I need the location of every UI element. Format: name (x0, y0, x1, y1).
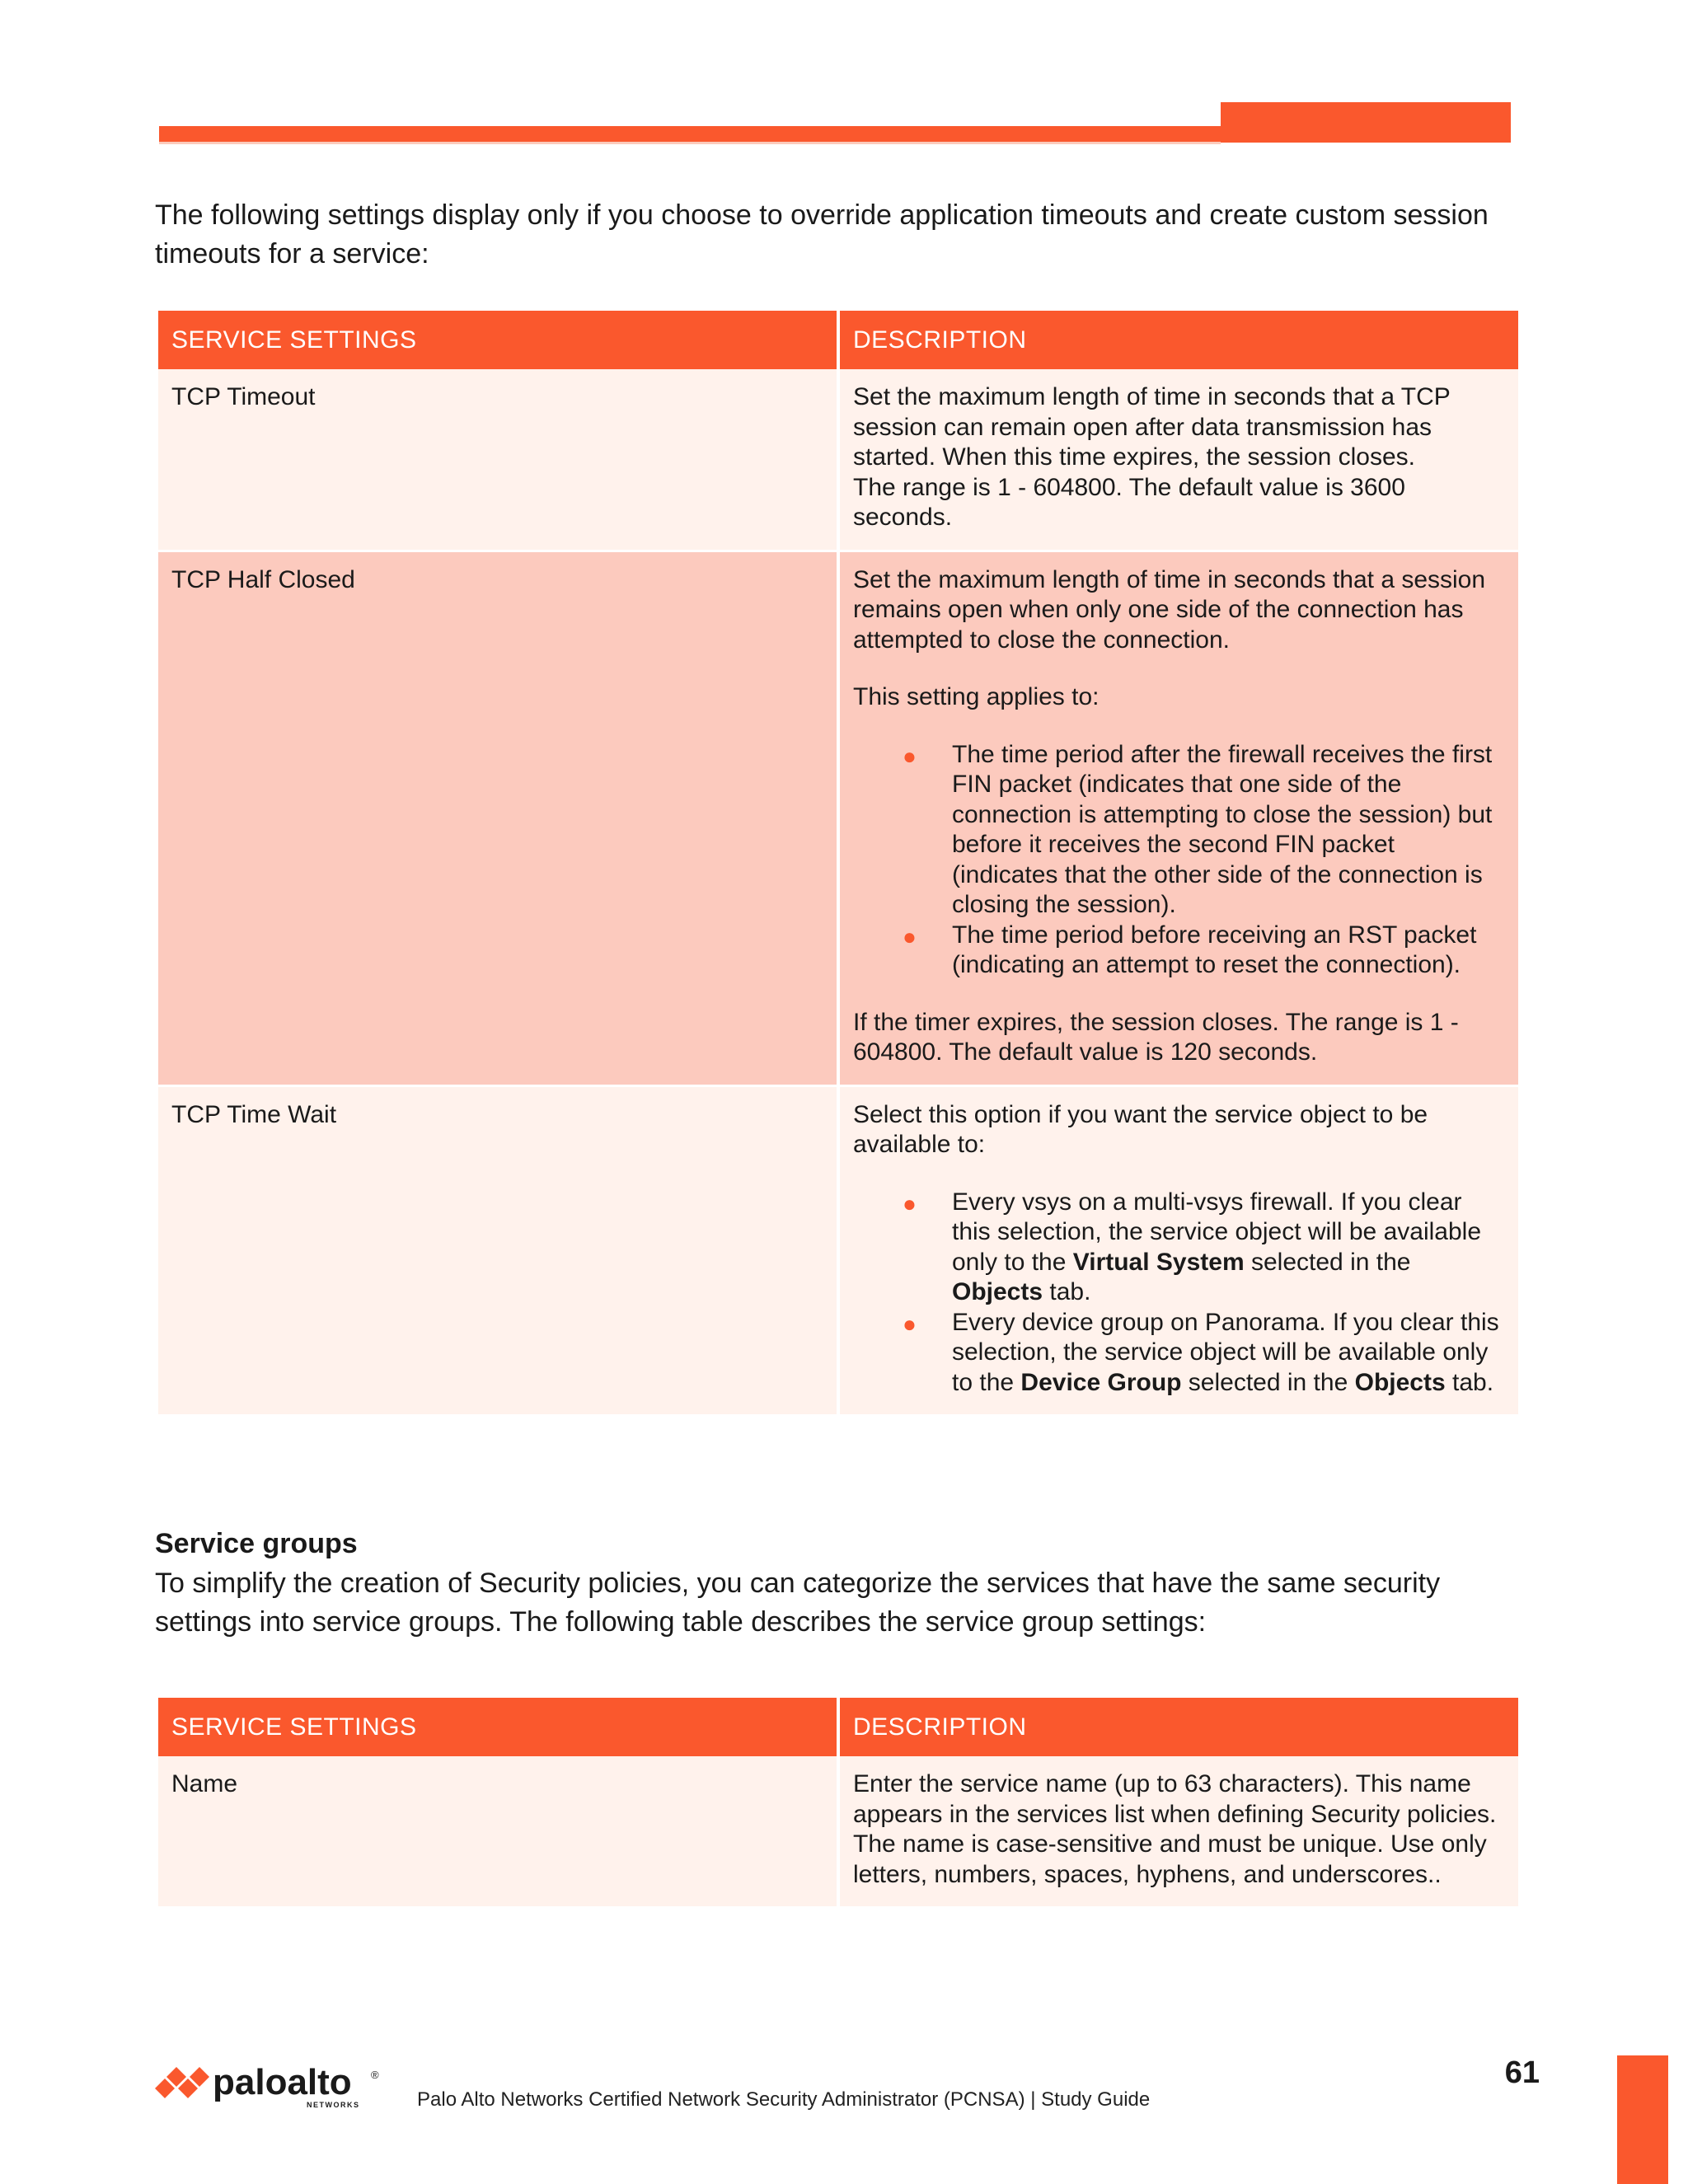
bold-term: Objects (952, 1278, 1043, 1305)
header-bar-shadow (159, 142, 1221, 144)
list-item-text: Every device group on Panorama. If you clear this selection, the service object will be available only to the (952, 1308, 1499, 1396)
table-row (158, 550, 1518, 1085)
list-item (903, 740, 1505, 921)
service-group-table (155, 1698, 1522, 1906)
logo-subtext: NETWORKS (307, 2101, 360, 2109)
list-item (903, 921, 1505, 981)
desc-paragraph: The range is 1 - 604800. The default value is 3600 seconds. (853, 473, 1405, 531)
list-item-text: tab. (1043, 1278, 1091, 1305)
bullet-icon: ● (903, 743, 917, 769)
header-description: DESCRIPTION (840, 311, 1518, 369)
setting-name: TCP Time Wait (158, 1085, 837, 1415)
list-item-text: Every vsys on a multi-vsys firewall. If you clear this selection, the service object will be available only to the (952, 1188, 1481, 1276)
paloalto-logo-icon (155, 2067, 209, 2098)
list-item (903, 1188, 1505, 1308)
bullet-icon: ● (903, 1310, 917, 1337)
desc-paragraph: Set the maximum length of time in seconds that a session remains open when only one side of the connection has attempted to close the connection. (853, 565, 1486, 654)
page-number: 61 (1504, 2055, 1540, 2090)
table-header-row (158, 1698, 1518, 1756)
list-item-text: selected in the (1244, 1248, 1411, 1276)
logo-registered-mark: ® (371, 2069, 379, 2081)
setting-description: Enter the service name (up to 63 characters). This name appears in the services list when defining Security policies. The name is case-sensitive and must be unique. Use only letters, numbers, spaces, hyphens, and underscores.. (840, 1756, 1518, 1906)
table-header-row (158, 311, 1518, 369)
setting-description (840, 1085, 1518, 1415)
desc-paragraph: If the timer expires, the session closes. The range is 1 - 604800. The default value is 120 seconds. (853, 1008, 1459, 1066)
section-heading: Service groups (155, 1528, 358, 1559)
bullet-list (853, 740, 1505, 981)
header-service-settings: SERVICE SETTINGS (158, 1698, 837, 1756)
header-service-settings: SERVICE SETTINGS (158, 311, 837, 369)
list-item-text: The time period after the firewall receives the first FIN packet (indicates that one side of the connection is attempting to close the session) but before it receives the second FIN packet (indicates that the other side of the connection is closing the session). (952, 740, 1493, 918)
setting-name: Name (158, 1756, 837, 1906)
header-bar-accent (1221, 102, 1511, 143)
list-item-text: selected in the (1181, 1368, 1355, 1396)
desc-paragraph: This setting applies to: (853, 683, 1100, 710)
desc-paragraph: Set the maximum length of time in seconds that a TCP session can remain open after data transmission has started. When this time expires, the session closes. (853, 383, 1451, 471)
service-settings-table (155, 311, 1522, 1414)
bold-term: Device Group (1020, 1368, 1182, 1396)
table-row (158, 1756, 1518, 1906)
intro-paragraph: The following settings display only if you choose to override application timeouts and create custom session timeouts for a service: (155, 199, 1489, 269)
bullet-list (853, 1188, 1505, 1399)
logo-wordmark: paloalto (213, 2062, 352, 2102)
bullet-icon: ● (903, 923, 917, 949)
bullet-icon: ● (903, 1190, 917, 1216)
list-item (903, 1308, 1505, 1399)
paloalto-logo (152, 2060, 391, 2110)
list-item-text: The time period before receiving an RST packet (indicating an attempt to reset the connection). (952, 921, 1477, 978)
setting-description (840, 369, 1518, 550)
setting-description (840, 550, 1518, 1085)
setting-name: TCP Timeout (158, 369, 837, 550)
desc-paragraph: Select this option if you want the service object to be available to: (853, 1100, 1428, 1158)
footer-text: Palo Alto Networks Certified Network Security Administrator (PCNSA) | Study Guide (417, 2088, 1151, 2111)
list-item-text: tab. (1445, 1368, 1494, 1396)
bold-term: Objects (1354, 1368, 1446, 1396)
table-row (158, 369, 1518, 550)
header-description: DESCRIPTION (840, 1698, 1518, 1756)
section-paragraph: To simplify the creation of Security policies, you can categorize the services that have the same security settings into service groups. The following table describes the service group settings: (155, 1568, 1441, 1638)
header-bar (159, 126, 1221, 143)
table-row (158, 1085, 1518, 1415)
page-side-tab (1617, 2055, 1668, 2184)
setting-name: TCP Half Closed (158, 550, 837, 1085)
bold-term: Virtual System (1072, 1248, 1245, 1276)
